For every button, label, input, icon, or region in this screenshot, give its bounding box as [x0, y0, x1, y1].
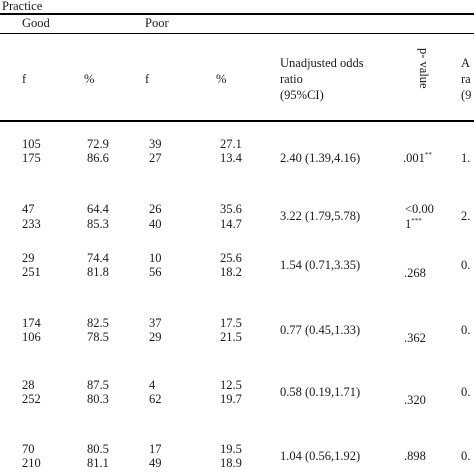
col-unadjusted-or-line3: (95%CI)	[280, 88, 324, 102]
row1-poor-f-a: 39	[149, 137, 162, 151]
row1-poor-f-b: 27	[149, 151, 162, 165]
row2-pvalue-cont: 1***	[405, 216, 422, 231]
row2-good-f-b: 233	[22, 217, 41, 231]
row5-or: 0.58 (0.19,1.71)	[280, 385, 361, 399]
row1-good-pct-a: 72.9	[87, 137, 109, 151]
row6-good-f-b: 210	[22, 456, 41, 470]
row3-poor-f-a: 10	[149, 251, 162, 265]
col-adjusted-or-line3: (9	[461, 88, 472, 102]
row3-pvalue: .268	[404, 266, 426, 280]
row6-or: 1.04 (0.56,1.92)	[280, 449, 361, 463]
row6-poor-f-b: 49	[149, 456, 162, 470]
row6-good-f-a: 70	[22, 442, 35, 456]
row2-poor-f-b: 40	[149, 217, 162, 231]
row5-good-f-a: 28	[22, 378, 35, 392]
row5-poor-pct-b: 19.7	[220, 392, 242, 406]
row3-good-pct-a: 74.4	[87, 251, 109, 265]
row6-pvalue: .898	[404, 449, 426, 463]
row2-good-pct-b: 85.3	[87, 217, 109, 231]
row4-poor-f-b: 29	[149, 330, 162, 344]
row4-poor-pct-b: 21.5	[220, 330, 242, 344]
row2-or: 3.22 (1.79,5.78)	[280, 209, 361, 223]
row5-poor-f-b: 62	[149, 392, 162, 406]
practice-group-label: Practice	[2, 0, 43, 13]
row4-good-f-b: 106	[22, 330, 41, 344]
row4-good-pct-b: 78.5	[87, 330, 109, 344]
row4-pvalue: .362	[404, 331, 426, 345]
row2-good-f-a: 47	[22, 202, 35, 216]
row2-adjusted: 2.	[461, 209, 471, 223]
header-bottom-rule	[0, 120, 474, 122]
row3-poor-pct-a: 25.6	[220, 251, 242, 265]
row1-good-f-b: 175	[22, 151, 41, 165]
row4-adjusted: 0.	[461, 323, 471, 337]
row3-poor-pct-b: 18.2	[220, 265, 242, 279]
col-unadjusted-or-line1: Unadjusted odds	[280, 56, 364, 70]
row1-adjusted: 1.	[461, 151, 471, 165]
col-pct-good: %	[84, 72, 95, 86]
row3-adjusted: 0.	[461, 258, 471, 272]
row5-poor-pct-a: 12.5	[220, 378, 242, 392]
col-adjusted-or-line1: A	[461, 56, 471, 70]
row3-or: 1.54 (0.71,3.35)	[280, 258, 361, 272]
row4-good-pct-a: 82.5	[87, 316, 109, 330]
col-adjusted-or-line2: ra	[461, 72, 471, 86]
row6-poor-pct-b: 18.9	[220, 456, 242, 470]
row6-poor-f-a: 17	[149, 442, 162, 456]
row3-good-pct-b: 81.8	[87, 265, 109, 279]
col-pvalue-header: p- value	[417, 48, 431, 89]
row5-good-f-b: 252	[22, 392, 41, 406]
row2-good-pct-a: 64.4	[87, 202, 109, 216]
col-pct-poor: %	[216, 72, 227, 86]
row3-good-f-b: 251	[22, 265, 41, 279]
row1-good-pct-b: 86.6	[87, 151, 109, 165]
col-poor-header: Poor	[145, 16, 169, 30]
row6-adjusted: 0.	[461, 449, 471, 463]
row1-poor-pct-a: 27.1	[220, 137, 242, 151]
row5-good-pct-b: 80.3	[87, 392, 109, 406]
row5-poor-f-a: 4	[149, 378, 156, 392]
row6-good-pct-a: 80.5	[87, 442, 109, 456]
row4-poor-f-a: 37	[149, 316, 162, 330]
row4-or: 0.77 (0.45,1.33)	[280, 323, 361, 337]
row2-pvalue: <0.00	[405, 202, 434, 216]
col-f-good: f	[22, 72, 27, 86]
row1-pvalue: .001**	[403, 150, 432, 165]
top-rule	[0, 13, 474, 15]
row5-good-pct-a: 87.5	[87, 378, 109, 392]
col-good-header: Good	[22, 16, 50, 30]
row6-good-pct-b: 81.1	[87, 456, 109, 470]
row2-poor-pct-b: 14.7	[220, 217, 242, 231]
subheader-rule	[0, 33, 474, 34]
row2-poor-pct-a: 35.6	[220, 202, 242, 216]
row5-pvalue: .320	[404, 393, 426, 407]
row3-poor-f-b: 56	[149, 265, 162, 279]
row1-or: 2.40 (1.39,4.16)	[280, 151, 361, 165]
row2-poor-f-a: 26	[149, 202, 162, 216]
row4-poor-pct-a: 17.5	[220, 316, 242, 330]
row5-adjusted: 0.	[461, 385, 471, 399]
row1-good-f-a: 105	[22, 137, 41, 151]
row4-good-f-a: 174	[22, 316, 41, 330]
row3-good-f-a: 29	[22, 251, 35, 265]
col-unadjusted-or-line2: ratio	[280, 72, 303, 86]
row1-poor-pct-b: 13.4	[220, 151, 242, 165]
col-f-poor: f	[145, 72, 150, 86]
row6-poor-pct-a: 19.5	[220, 442, 242, 456]
